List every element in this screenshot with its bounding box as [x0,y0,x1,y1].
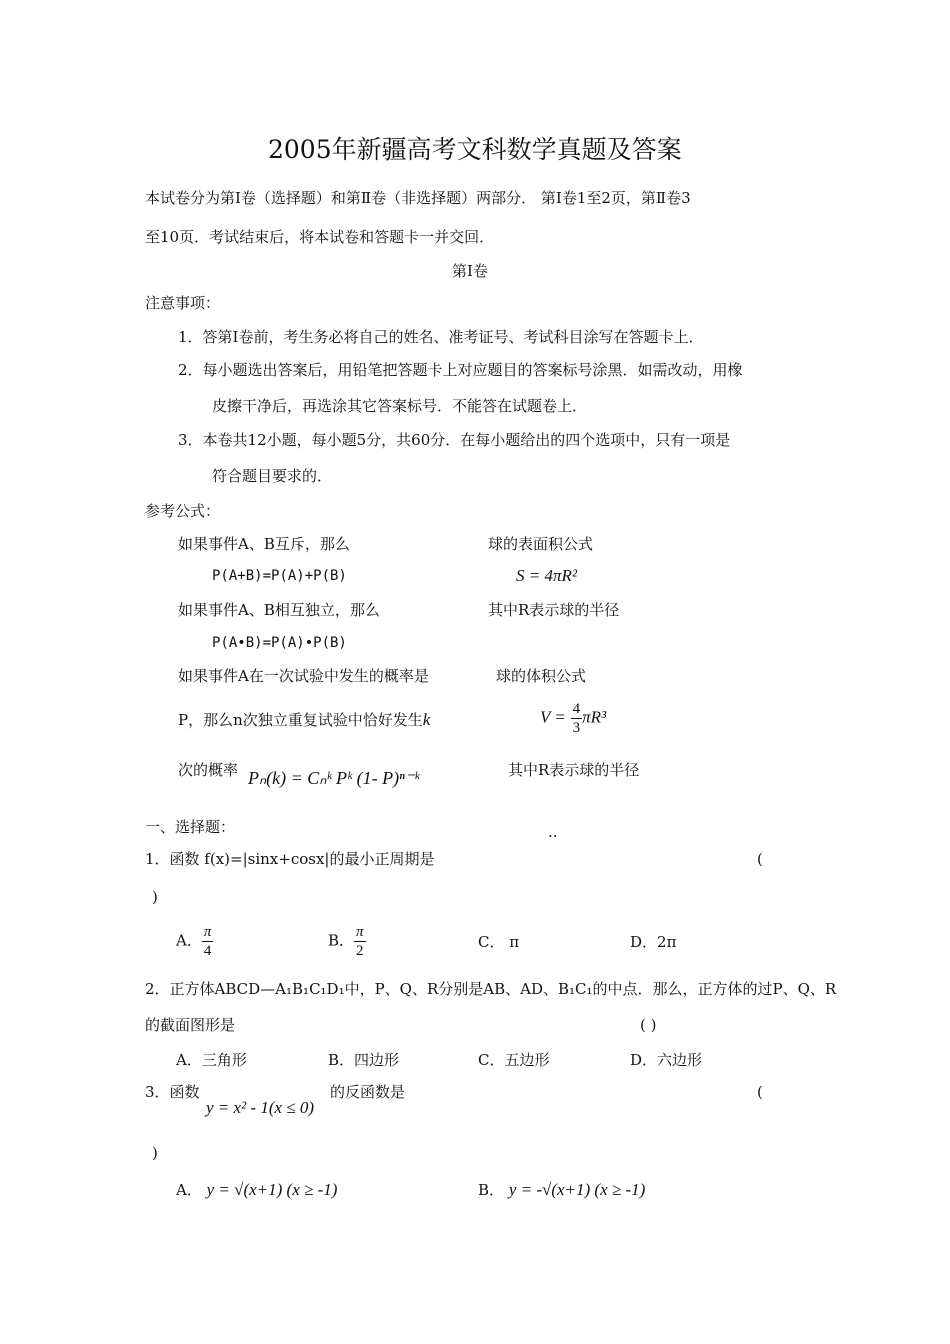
question-2-stem: 的截面图形是 [145,1016,236,1034]
answer-paren-open: ( [757,850,763,868]
numerator: π [356,924,364,940]
answer-paren-close: ) [152,1144,158,1162]
function-formula: y = x² - 1(x ≤ 0) [206,1098,315,1117]
option-formula: y = -√(x+1) (x ≥ -1) [508,1180,646,1199]
section-heading: 一、选择题： [145,818,236,836]
sphere-area-formula: S = 4πR² [516,566,577,585]
notice-item: 皮擦干净后，再选涂其它答案标号．不能答在试题卷上． [212,397,588,415]
binomial-formula: Pₙ(k) = Cₙᵏ Pᵏ (1- P)ⁿ⁻ᵏ [248,768,420,788]
formula-text: 如果事件A在一次试验中发生的概率是 [178,667,429,685]
option-a [176,923,213,960]
part-heading: 第Ⅰ卷 [452,262,488,280]
option-c: C． π [478,933,520,951]
option-a [176,1180,337,1200]
question-3-stem: 3．函数 [145,1083,200,1101]
intro-line: 本试卷分为第Ⅰ卷（选择题）和第Ⅱ卷（非选择题）两部分． 第Ⅰ卷1至2页，第Ⅱ卷3 [145,189,691,207]
answer-paren: ( ) [640,1016,657,1034]
notice-item: 符合题目要求的． [212,467,333,485]
option-label: A． [176,1181,202,1199]
fraction [202,923,214,960]
option-b [478,1180,645,1200]
formula: P(A•B)=P(A)•P(B) [212,635,347,651]
formula-text: 其中R表示球的半径 [488,601,620,619]
option-a: A．三角形 [176,1051,247,1069]
formula-text: 如果事件A、B互斥，那么 [178,535,350,553]
sphere-volume-formula [540,700,606,737]
formula-var: k [422,710,431,729]
option-label: A． [176,931,202,950]
formula-text: 球的体积公式 [496,667,587,685]
formula-text-part: P，那么n次独立重复试验中恰好发生 [178,711,423,729]
formula-text [178,710,430,730]
notice-item: 3．本卷共12小题，每小题5分，共60分．在每小题给出的四个选项中，只有一项是 [178,431,731,449]
option-b: B．四边形 [328,1051,400,1069]
denominator: 3 [572,720,581,736]
page-title: 2005年新疆高考文科数学真题及答案 [268,135,682,164]
fraction [354,923,366,960]
formula: P(A+B)=P(A)+P(B) [212,568,347,584]
notice-title: 注意事项： [145,294,221,312]
notice-item: 1．答第Ⅰ卷前，考生务必将自己的姓名、准考证号、考试科目涂写在答题卡上． [178,328,704,346]
denominator: 2 [356,943,364,959]
formula-text: 其中R表示球的半径 [508,761,640,779]
intro-line: 至10页．考试结束后，将本试卷和答题卡一并交回． [145,228,495,246]
question-1-stem: 1．函数 f(x)=|sinx+cosx|的最小正周期是 [145,850,435,868]
option-d: D．2π [630,933,677,951]
numerator: π [203,924,212,940]
formula-text: 球的表面积公式 [488,535,594,553]
option-formula: y = √(x+1) (x ≥ -1) [206,1180,338,1199]
formula-text: 次的概率 [178,761,239,779]
answer-paren-open: ( [757,1083,763,1101]
formula-text: 如果事件A、B相互独立，那么 [178,601,380,619]
formula-title: 参考公式： [145,502,221,520]
fraction [571,700,583,737]
numerator: 4 [572,701,581,717]
option-label: B． [478,1181,505,1199]
notice-item: 2．每小题选出答案后，用铅笔把答题卡上对应题目的答案标号涂黑．如需改动，用橡 [178,361,743,379]
option-d: D．六边形 [630,1051,703,1069]
formula-part: V = [540,707,566,727]
option-c: C．五边形 [478,1051,550,1069]
option-b [328,923,366,960]
denominator: 4 [203,943,212,959]
question-2-stem: 2．正方体ABCD—A₁B₁C₁D₁中，P、Q、R分别是AB、AD、B₁C₁的中点．那么，正方体的过P、Q、R [145,980,837,998]
answer-paren-close: ) [152,888,158,906]
question-3-stem: 的反函数是 [330,1083,406,1101]
stray-dots: .. [548,823,558,841]
option-label: B． [328,931,355,950]
formula-part: πR³ [582,707,607,727]
